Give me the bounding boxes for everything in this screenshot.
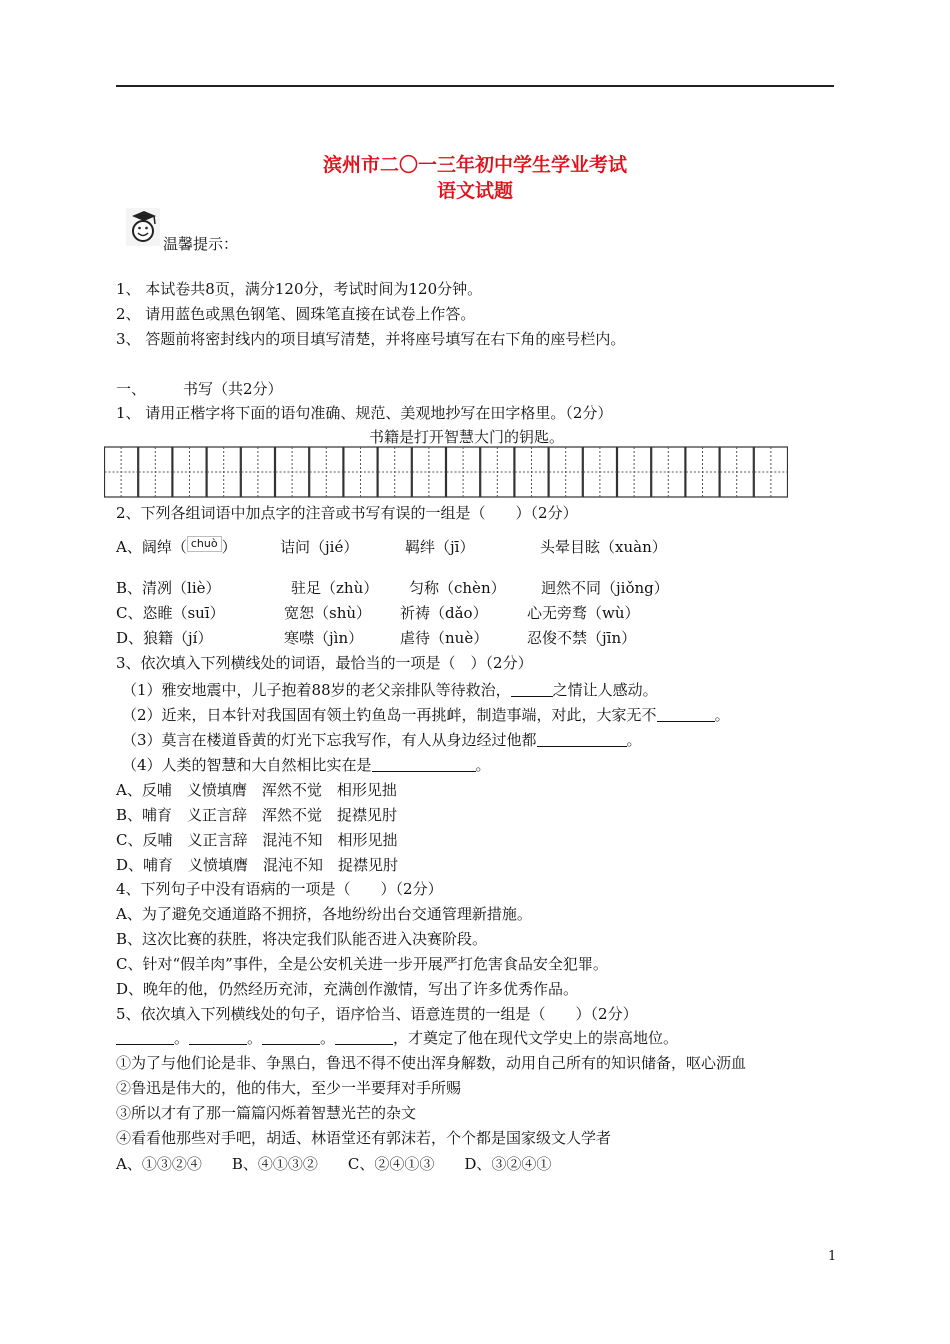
q2-d-item2: 寒噤（jìn） [284,629,364,647]
q2-a-close: ） [221,538,237,556]
q3-option-d: D、哺育 义愤填膺 混沌不知 捉襟见肘 [116,856,399,874]
q2-b-item3: 匀称（chèn） [409,579,506,597]
q4-option-b: B、这次比赛的获胜，将决定我们队能否进入决赛阶段。 [116,930,488,948]
smiley-graduate-icon [126,208,160,246]
q2-b-item1: B、清冽（liè） [116,579,221,597]
q5-sentence-2: ②鲁迅是伟大的，他的伟大，至少一半要拜对手所赐 [116,1079,462,1097]
q2-a-item3: 羁绊（jī） [405,538,475,556]
q2-c-item3: 祈祷（dǎo） [400,604,488,622]
q1-sentence: 书籍是打开智慧大门的钥匙。 [369,428,565,446]
q2-d-item1: D、狼籍（jí） [116,629,213,647]
hint-label: 温馨提示： [163,235,239,253]
q5-blank-4[interactable] [335,1030,393,1045]
q5-blank-3[interactable] [262,1030,320,1045]
blank-3[interactable] [537,732,627,747]
header-rule [116,85,834,87]
q5-prompt: 5、依次填入下列横线处的句子，语序恰当、语意连贯的一组是（ ）（2分） [116,1005,638,1023]
q3-sentence-1: （1）雅安地震中，儿子抱着88岁的老父亲排队等待救治， 之情让人感动。 [122,681,658,699]
q3-sentence-4: （4）人类的智慧和大自然相比实在是 。 [122,756,491,774]
q5-fill-line: 。 。 。 ，才奠定了他在现代文学史上的崇高地位。 [116,1027,678,1048]
q3-option-a: A、反哺 义愤填膺 浑然不觉 相形见拙 [116,781,397,799]
q2-c-item4: 心无旁骛（wù） [527,604,640,622]
q3-option-b: B、哺育 义正言辞 浑然不觉 捉襟见肘 [116,806,398,824]
exam-subtitle: 语文试题 [436,180,513,202]
pinyin-image: chuò [187,536,222,552]
q2-b-item4: 迥然不同（jiǒng） [541,579,669,597]
blank-2[interactable] [657,707,715,722]
section-number: 一、 [116,380,147,398]
q5-options: A、①③②④ B、④①③② C、②④①③ D、③②④① [116,1155,552,1173]
q2-a-item2: 诘问（jié） [280,538,359,556]
q5-blank-2[interactable] [189,1030,247,1045]
tianzige-grid[interactable] [104,446,788,498]
q3-sentence-2: （2）近来，日本针对我国固有领土钓鱼岛一再挑衅，制造事端，对此，大家无不 。 [122,706,730,724]
q5-sentence-4: ④看看他那些对手吧，胡适、林语堂还有郭沫若，个个都是国家级文人学者 [116,1129,612,1147]
q2-a-item4: 头晕目眩（xuàn） [540,538,667,556]
q3-prompt: 3、依次填入下列横线处的词语，最恰当的一项是（ ）（2分） [116,654,533,672]
q5-sentence-3: ③所以才有了那一篇篇闪烁着智慧光芒的杂文 [116,1104,417,1122]
q2-b-item2: 驻足（zhù） [291,579,379,597]
hint-item-1: 1、 本试卷共8页，满分120分，考试时间为120分钟。 [116,280,483,298]
q2-prompt: 2、下列各组词语中加点字的注音或书写有误的一组是（ ）（2分） [116,504,578,522]
q2-a-word: A、阔绰（ [116,538,187,556]
q2-d-item3: 虐待（nuè） [400,629,489,647]
q3-option-c: C、反哺 义正言辞 混沌不知 相形见拙 [116,831,398,849]
q2-c-item2: 宽恕（shù） [284,604,372,622]
q2-c-item1: C、恣睢（suī） [116,604,225,622]
q4-prompt: 4、下列句子中没有语病的一项是（ ）（2分） [116,880,443,898]
q5-sentence-1: ①为了与他们论是非、争黑白，鲁迅不得不使出浑身解数，动用自己所有的知识储备，呕心沥血 [116,1054,747,1072]
page-number: 1 [828,1249,837,1264]
q2-option-a [116,536,237,557]
q3-sentence-3: （3）莫言在楼道昏黄的灯光下忘我写作，有人从身边经过他都 。 [122,731,642,749]
q4-option-d: D、晚年的他，仍然经历充沛，充满创作激情，写出了许多优秀作品。 [116,980,579,998]
q5-blank-1[interactable] [116,1030,174,1045]
hint-item-2: 2、 请用蓝色或黑色钢笔、圆珠笔直接在试卷上作答。 [116,305,476,323]
q4-option-c: C、针对“假羊肉”事件，全是公安机关进一步开展严打危害食品安全犯罪。 [116,955,608,973]
q2-d-item4: 忍俊不禁（jīn） [527,629,637,647]
blank-1[interactable] [511,682,553,697]
q1-prompt: 1、 请用正楷字将下面的语句准确、规范、美观地抄写在田字格里。（2分） [116,404,613,422]
exam-title: 滨州市二〇一三年初中学生学业考试 [322,154,627,176]
hint-item-3: 3、 答题前将密封线内的项目填写清楚，并将座号填写在右下角的座号栏内。 [116,330,626,348]
q4-option-a: A、为了避免交通道路不拥挤，各地纷纷出台交通管理新措施。 [116,905,532,923]
blank-4[interactable] [372,757,476,772]
section-title: 书写（共2分） [183,380,283,398]
